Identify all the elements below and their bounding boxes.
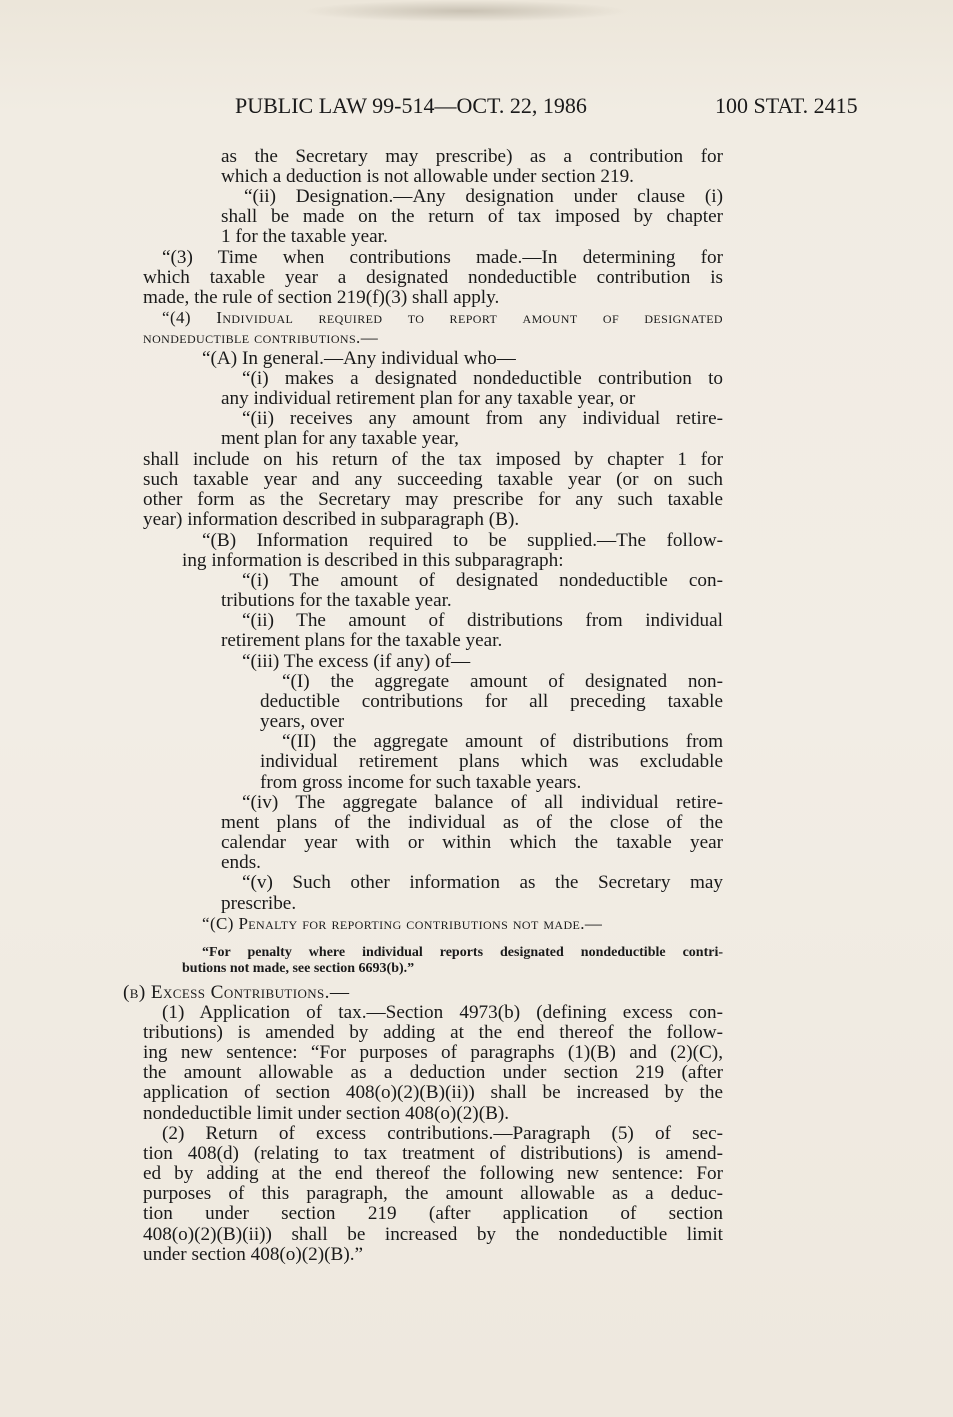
text-line: “(3) Time when contributions made.—In determining for [162, 247, 723, 268]
text-line: other form as the Secretary may prescribe for any such taxable [143, 489, 723, 510]
text-line: “(v) Such other information as the Secretary may [242, 872, 723, 893]
text-line: years, over [260, 711, 345, 732]
header-law-citation: PUBLIC LAW 99-514—OCT. 22, 1986 [235, 93, 587, 118]
text-line: ment plans of the individual as of the close of the [221, 812, 723, 833]
text-line: tributions for the taxable year. [221, 590, 452, 611]
text-line: under section 408(o)(2)(B).” [143, 1244, 364, 1265]
text-line: “(A) In general.—Any individual who— [202, 348, 516, 369]
text-line: (2) Return of excess contributions.—Paragraph (5) of sec- [162, 1123, 723, 1144]
text-line: individual retirement plans which was excludable [260, 751, 723, 772]
text-line: the amount allowable as a deduction under section 219 (after [143, 1062, 723, 1083]
text-line: “(i) The amount of designated nondeductible con- [242, 570, 723, 591]
subsection-heading: nondeductible contributions.— [143, 328, 379, 347]
text-line: any individual retirement plan for any taxable year, or [221, 388, 636, 409]
text-line: from gross income for such taxable years. [260, 772, 582, 793]
text-line: “(ii) Designation.—Any designation under clause (i) [244, 186, 723, 207]
text-line: “(i) makes a designated nondeductible contribution to [242, 368, 723, 389]
text-line: tributions) is amended by adding at the end thereof the follow- [143, 1022, 723, 1043]
text-line: (1) Application of tax.—Section 4973(b) (defining excess con- [162, 1002, 723, 1023]
text-line: ing information is described in this subparagraph: [182, 550, 564, 571]
text-line: ends. [221, 852, 261, 873]
header-stat-page: 100 STAT. 2415 [715, 93, 858, 118]
text-line: “(ii) The amount of distributions from individual [242, 610, 723, 631]
text-line: shall be made on the return of tax imposed by chapter [221, 206, 723, 227]
text-line: “(II) the aggregate amount of distributions from [282, 731, 723, 752]
text-line: as the Secretary may prescribe) as a contribution for [221, 146, 723, 167]
text-line: which a deduction is not allowable under section 219. [221, 166, 634, 187]
text-line: “(iii) The excess (if any) of— [242, 651, 471, 672]
text-line: 408(o)(2)(B)(ii)) shall be increased by the nondeductible limit [143, 1224, 723, 1245]
text-line: ment plan for any taxable year, [221, 428, 459, 449]
text-line: ing new sentence: “For purposes of paragraphs (1)(B) and (2)(C), [143, 1042, 723, 1063]
text-line: deductible contributions for all preceding taxable [260, 691, 723, 712]
penalty-note: butions not made, see section 6693(b).” [182, 961, 415, 976]
penalty-note: “For penalty where individual reports designated nondeductible contri- [202, 945, 723, 960]
text-line: retirement plans for the taxable year. [221, 630, 503, 651]
text-line: which taxable year a designated nondeductible contribution is [143, 267, 723, 288]
text-line: calendar year with or within which the taxable year [221, 832, 723, 853]
text-line: made, the rule of section 219(f)(3) shall apply. [143, 287, 500, 308]
subsection-heading: “(C) Penalty for reporting contributions not made.— [202, 914, 603, 933]
text-line: “(iv) The aggregate balance of all individual retire- [242, 792, 723, 813]
subsection-heading: “(4) Individual required to report amount of designated [162, 308, 723, 327]
text-line: tion under section 219 (after application of section [143, 1203, 723, 1224]
text-line: “(ii) receives any amount from any individual retire- [242, 408, 723, 429]
text-line: “(B) Information required to be supplied.—The follow- [202, 530, 723, 551]
text-line: year) information described in subparagraph (B). [143, 509, 520, 530]
text-line: shall include on his return of the tax imposed by chapter 1 for [143, 449, 723, 470]
text-line: such taxable year and any succeeding taxable year (or on such [143, 469, 723, 490]
text-line: application of section 408(o)(2)(B)(ii)) shall be increased by the [143, 1082, 723, 1103]
text-line: prescribe. [221, 893, 297, 914]
text-line: tion 408(d) (relating to tax treatment of distributions) is amend- [143, 1143, 723, 1164]
text-line: “(I) the aggregate amount of designated non- [282, 671, 723, 692]
subsection-heading: (b) Excess Contributions.— [123, 982, 350, 1003]
text-line: purposes of this paragraph, the amount allowable as a deduc- [143, 1183, 723, 1204]
text-line: ed by adding at the end thereof the following new sentence: For [143, 1163, 723, 1184]
text-line: nondeductible limit under section 408(o)(2)(B). [143, 1103, 510, 1124]
text-line: 1 for the taxable year. [221, 226, 388, 247]
